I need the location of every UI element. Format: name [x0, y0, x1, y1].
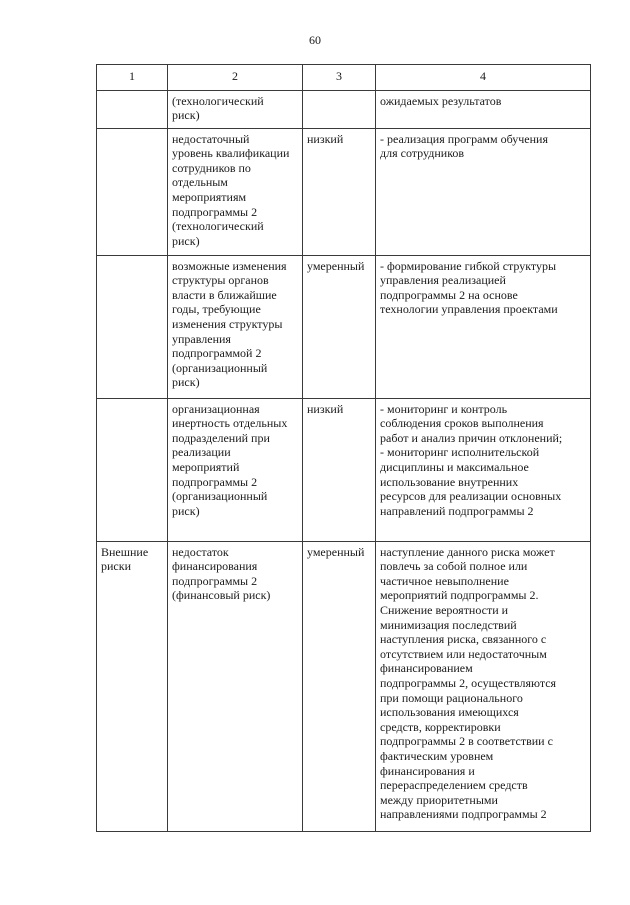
cell-text-line: (технологический [172, 219, 264, 234]
cell-text-line: наступления риска, связанного с [380, 632, 547, 647]
cell-text-line: (организационный [172, 489, 268, 504]
cell-text-line: использования имеющихся [380, 705, 519, 720]
cell-text-line: мероприятий подпрограммы 2. [380, 588, 539, 603]
page-number: 60 [309, 33, 321, 47]
cell-text-line: риск) [172, 108, 200, 123]
cell-text-line: финансирования [172, 559, 258, 574]
mitigation-measures-cell [376, 398, 591, 541]
cell-text-line: управления реализацией [380, 273, 506, 288]
cell-text-line: работ и анализ причин отклонений; [380, 430, 563, 445]
cell-text-line: низкий [307, 401, 344, 416]
cell-text-line: управления [172, 331, 231, 346]
cell-text-line: подпрограммы 2 [172, 474, 258, 489]
cell-text-line: финансирования и [380, 763, 475, 778]
cell-text-line: отсутствием или недостаточным [380, 646, 547, 661]
header-cell-4: 4 [376, 65, 591, 91]
risk-level-cell [303, 128, 376, 255]
cell-text-line: мероприятий [172, 459, 240, 474]
cell-text-line: дисциплины и максимальное [380, 459, 529, 474]
cell-text-line: риск) [172, 233, 200, 248]
cell-text-line: для сотрудников [380, 146, 465, 161]
risk-level-cell [303, 255, 376, 398]
cell-text-line: подпрограммой 2 [172, 346, 262, 361]
cell-text-line: риски [101, 559, 131, 574]
cell-text-line: подпрограммы 2 [172, 204, 258, 219]
risk-description-cell [168, 128, 303, 255]
cell-text-line: подпрограммы 2, осуществляются [380, 675, 557, 690]
cell-text-line: риск) [172, 503, 200, 518]
table-header-row [97, 65, 591, 91]
risk-level-cell [303, 90, 376, 128]
cell-text-line: - мониторинг исполнительской [380, 445, 540, 460]
cell-text-line: технологии управления проектами [380, 302, 558, 317]
risk-description-cell [168, 541, 303, 831]
mitigation-measures-cell [376, 541, 591, 831]
cell-text-line: фактическим уровнем [380, 748, 494, 763]
cell-text-line: изменения структуры [172, 316, 283, 331]
risk-description-cell [168, 90, 303, 128]
cell-text-line: (организационный [172, 360, 268, 375]
header-cell-3: 3 [303, 65, 376, 91]
cell-text-line: Снижение вероятности и [380, 602, 509, 617]
cell-text-line: недостаток [172, 544, 229, 559]
risk-group-cell [97, 90, 168, 128]
header-cell-1: 1 [97, 65, 168, 91]
cell-text-line: ожидаемых результатов [380, 93, 502, 108]
cell-text-line: риск) [172, 375, 200, 390]
cell-text-line: власти в ближайшие [172, 287, 277, 302]
mitigation-measures-cell [376, 128, 591, 255]
mitigation-measures-cell [376, 90, 591, 128]
cell-text-line: уровень квалификации [172, 146, 290, 161]
risk-group-cell [97, 255, 168, 398]
cell-text-line: (финансовый риск) [172, 588, 271, 603]
table-row [97, 398, 591, 541]
cell-text-line: ресурсов для реализации основных [380, 489, 562, 504]
risk-description-cell [168, 255, 303, 398]
cell-text-line: недостаточный [172, 131, 250, 146]
cell-text-line: (технологический [172, 93, 264, 108]
cell-text-line: частичное невыполнение [380, 573, 509, 588]
cell-text-line: повлечь за собой полное или [380, 559, 528, 574]
table-row [97, 255, 591, 398]
cell-text-line: между приоритетными [380, 792, 498, 807]
mitigation-measures-cell [376, 255, 591, 398]
cell-text-line: средств, корректировки [380, 719, 501, 734]
risk-group-cell [97, 128, 168, 255]
cell-text-line: подпрограммы 2 в соответствии с [380, 734, 553, 749]
cell-text-line: возможные изменения [172, 258, 287, 273]
risk-group-cell [97, 541, 168, 831]
cell-text-line: реализации [172, 445, 231, 460]
cell-text-line: мероприятиям [172, 189, 247, 204]
cell-text-line: при помощи рационального [380, 690, 523, 705]
risk-level-cell [303, 398, 376, 541]
cell-text-line: перераспределением средств [380, 778, 528, 793]
risk-level-cell [303, 541, 376, 831]
cell-text-line: наступление данного риска может [380, 544, 555, 559]
cell-text-line: направлений подпрограммы 2 [380, 503, 534, 518]
cell-text-line: умеренный [307, 544, 365, 559]
table-row [97, 90, 591, 128]
header-cell-2: 2 [168, 65, 303, 91]
table-row [97, 128, 591, 255]
cell-text-line: сотрудников по [172, 160, 251, 175]
cell-text-line: - реализация программ обучения [380, 131, 548, 146]
cell-text-line: использование внутренних [380, 474, 519, 489]
cell-text-line: низкий [307, 131, 344, 146]
risk-description-cell [168, 398, 303, 541]
cell-text-line: структуры органов [172, 273, 269, 288]
cell-text-line: подразделений при [172, 430, 270, 445]
cell-text-line: подпрограммы 2 [172, 573, 258, 588]
cell-text-line: соблюдения сроков выполнения [380, 416, 544, 431]
cell-text-line: организационная [172, 401, 260, 416]
cell-text-line: - формирование гибкой структуры [380, 258, 557, 273]
cell-text-line: умеренный [307, 258, 365, 273]
cell-text-line: финансированием [380, 661, 473, 676]
cell-text-line: - мониторинг и контроль [380, 401, 508, 416]
cell-text-line: годы, требующие [172, 302, 261, 317]
cell-text-line: Внешние [101, 544, 149, 559]
risk-group-cell [97, 398, 168, 541]
cell-text-line: отдельным [172, 175, 228, 190]
risk-table [96, 64, 591, 832]
cell-text-line: минимизация последствий [380, 617, 517, 632]
table-row [97, 541, 591, 831]
cell-text-line: направлениями подпрограммы 2 [380, 807, 547, 822]
cell-text-line: подпрограммы 2 на основе [380, 287, 518, 302]
cell-text-line: инертность отдельных [172, 416, 288, 431]
